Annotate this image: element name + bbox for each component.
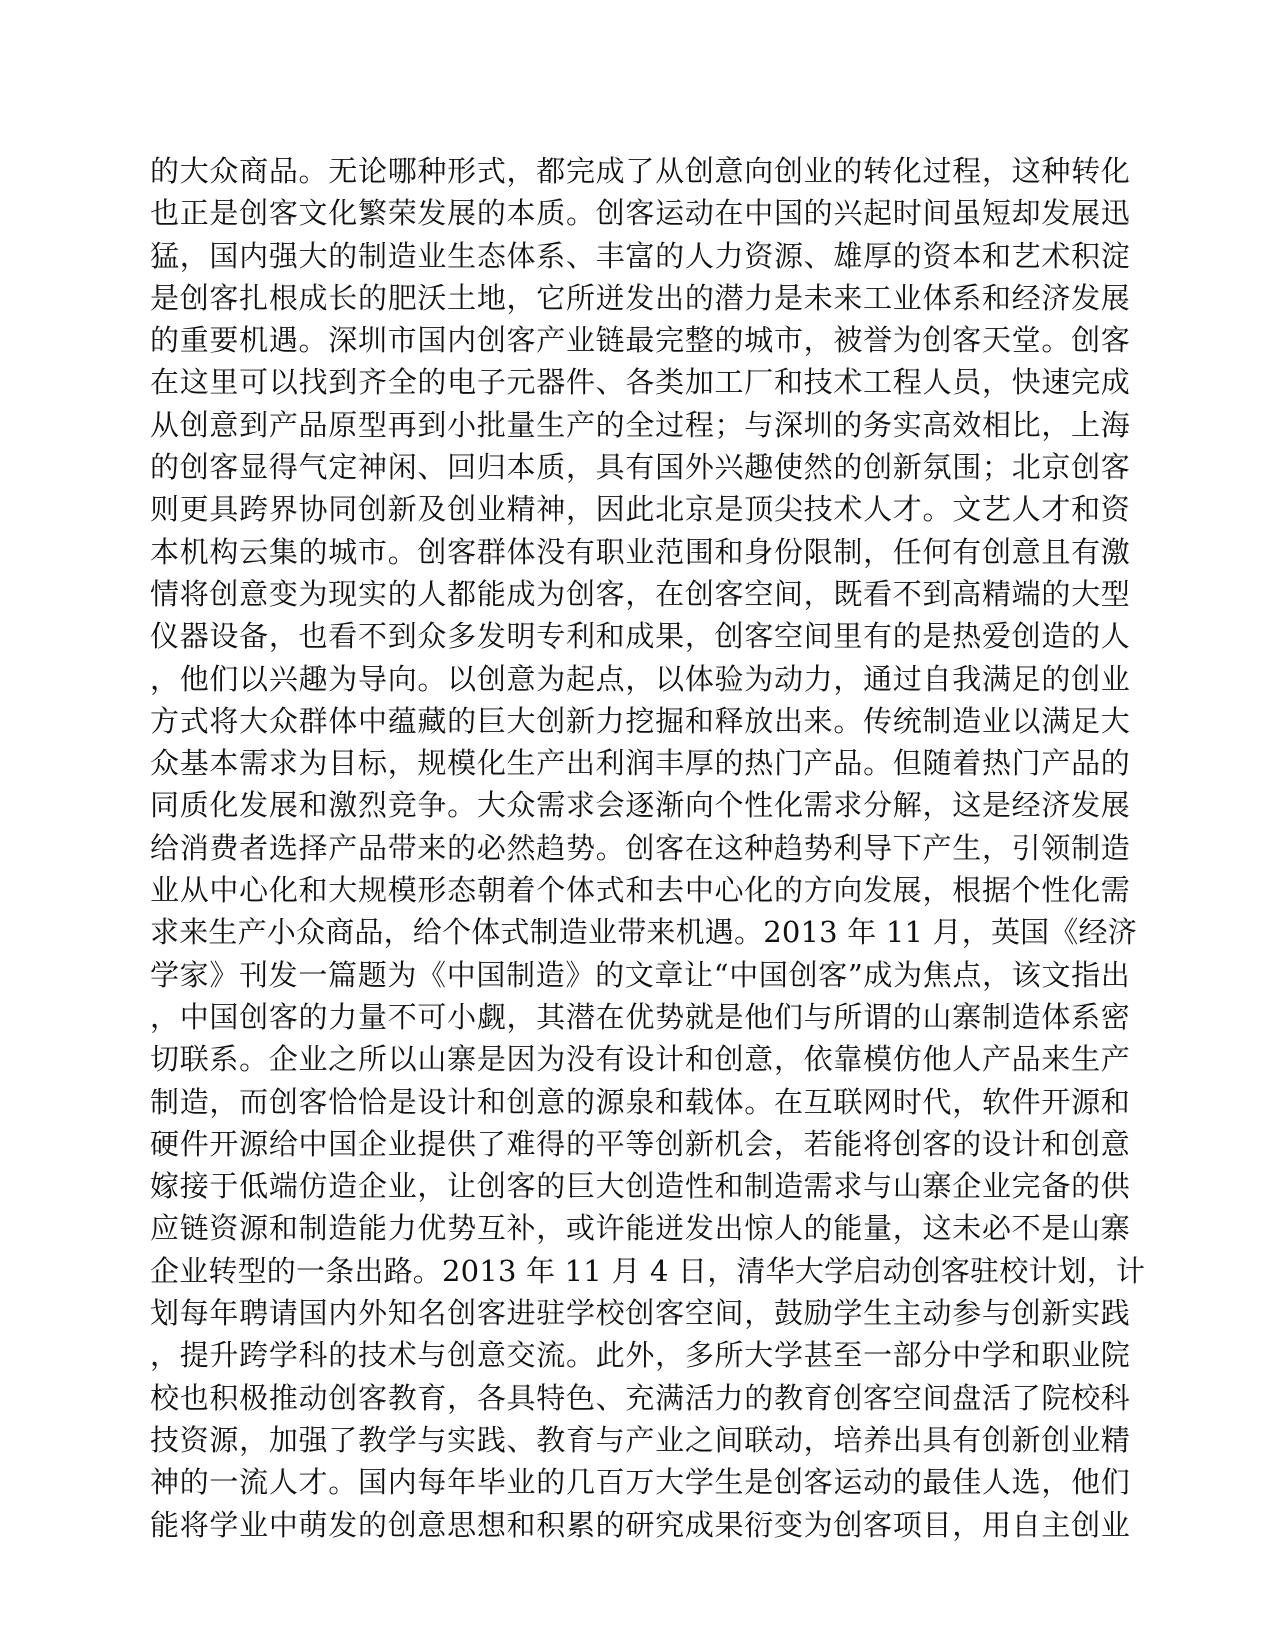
- text-line: 的重要机遇。深圳市国内创客产业链最完整的城市，被誉为创客天堂。创客: [150, 323, 1130, 358]
- text-line: 校也积极推动创客教育，各具特色、充满活力的教育创客空间盘活了院校科: [150, 1380, 1130, 1415]
- text-line: 神的一流人才。国内每年毕业的几百万大学生是创客运动的最佳人选，他们: [150, 1465, 1130, 1500]
- text-line: 技资源，加强了教学与实践、教育与产业之间联动，培养出具有创新创业精: [150, 1422, 1130, 1457]
- text-line: ，提升跨学科的技术与创意交流。此外，多所大学甚至一部分中学和职业院: [150, 1338, 1130, 1373]
- text-line: 仪器设备，也看不到众多发明专利和成果，创客空间里有的是热爱创造的人: [150, 619, 1130, 654]
- text-line: 在这里可以找到齐全的电子元器件、各类加工厂和技术工程人员，快速完成: [150, 365, 1130, 400]
- text-line: 也正是创客文化繁荣发展的本质。创客运动在中国的兴起时间虽短却发展迅: [150, 196, 1130, 231]
- text-line: 能将学业中萌发的创意思想和积累的研究成果衍变为创客项目，用自主创业: [150, 1507, 1130, 1542]
- text-line: 同质化发展和激烈竞争。大众需求会逐渐向个性化需求分解，这是经济发展: [150, 788, 1130, 823]
- text-line: 给消费者选择产品带来的必然趋势。创客在这种趋势利导下产生，引领制造: [150, 830, 1130, 865]
- body-text: [150, 150, 1146, 1546]
- text-line: 应链资源和制造能力优势互补，或许能迸发出惊人的能量，这未必不是山寨: [150, 1211, 1130, 1246]
- text-line: 则更具跨界协同创新及创业精神，因此北京是顶尖技术人才。文艺人才和资: [150, 492, 1130, 527]
- text-line: 众基本需求为目标，规模化生产出利润丰厚的热门产品。但随着热门产品的: [150, 746, 1130, 781]
- text-line: 嫁接于低端仿造企业，让创客的巨大创造性和制造需求与山寨企业完备的供: [150, 1169, 1130, 1204]
- text-line: ，中国创客的力量不可小觑，其潜在优势就是他们与所谓的山寨制造体系密: [150, 999, 1130, 1034]
- text-line: 制造，而创客恰恰是设计和创意的源泉和载体。在互联网时代，软件开源和: [150, 1084, 1130, 1119]
- text-line: 是创客扎根成长的肥沃土地，它所迸发出的潜力是未来工业体系和经济发展: [150, 280, 1130, 315]
- text-line: 划每年聘请国内外知名创客进驻学校创客空间，鼓励学生主动参与创新实践: [150, 1296, 1130, 1331]
- text-line: 求来生产小众商品，给个体式制造业带来机遇。2013 年 11 月，英国《经济: [150, 915, 1137, 950]
- text-line: 方式将大众群体中蕴藏的巨大创新力挖掘和释放出来。传统制造业以满足大: [150, 703, 1130, 738]
- text-line: 硬件开源给中国企业提供了难得的平等创新机会，若能将创客的设计和创意: [150, 1126, 1130, 1161]
- text-line: ，他们以兴趣为导向。以创意为起点，以体验为动力，通过自我满足的创业: [150, 661, 1130, 696]
- text-line: 企业转型的一条出路。2013 年 11 月 4 日，清华大学启动创客驻校计划，计: [150, 1253, 1146, 1288]
- text-line: 情将创意变为现实的人都能成为创客，在创客空间，既看不到高精端的大型: [150, 576, 1130, 611]
- text-line: 从创意到产品原型再到小批量生产的全过程；与深圳的务实高效相比，上海: [150, 407, 1130, 442]
- text-line: 的大众商品。无论哪种形式，都完成了从创意向创业的转化过程，这种转化: [150, 154, 1130, 188]
- text-line: 切联系。企业之所以山寨是因为没有设计和创意，依靠模仿他人产品来生产: [150, 1042, 1130, 1077]
- text-line: 业从中心化和大规模形态朝着个体式和去中心化的方向发展，根据个性化需: [150, 873, 1130, 908]
- text-line: 本机构云集的城市。创客群体没有职业范围和身份限制，任何有创意且有激: [150, 534, 1130, 569]
- text-line: 的创客显得气定神闲、回归本质，具有国外兴趣使然的创新氛围；北京创客: [150, 450, 1130, 485]
- text-line: 学家》刊发一篇题为《中国制造》的文章让“中国创客”成为焦点，该文指出: [150, 957, 1130, 992]
- text-line: 猛，国内强大的制造业生态体系、丰富的人力资源、雄厚的资本和艺术积淀: [150, 238, 1130, 273]
